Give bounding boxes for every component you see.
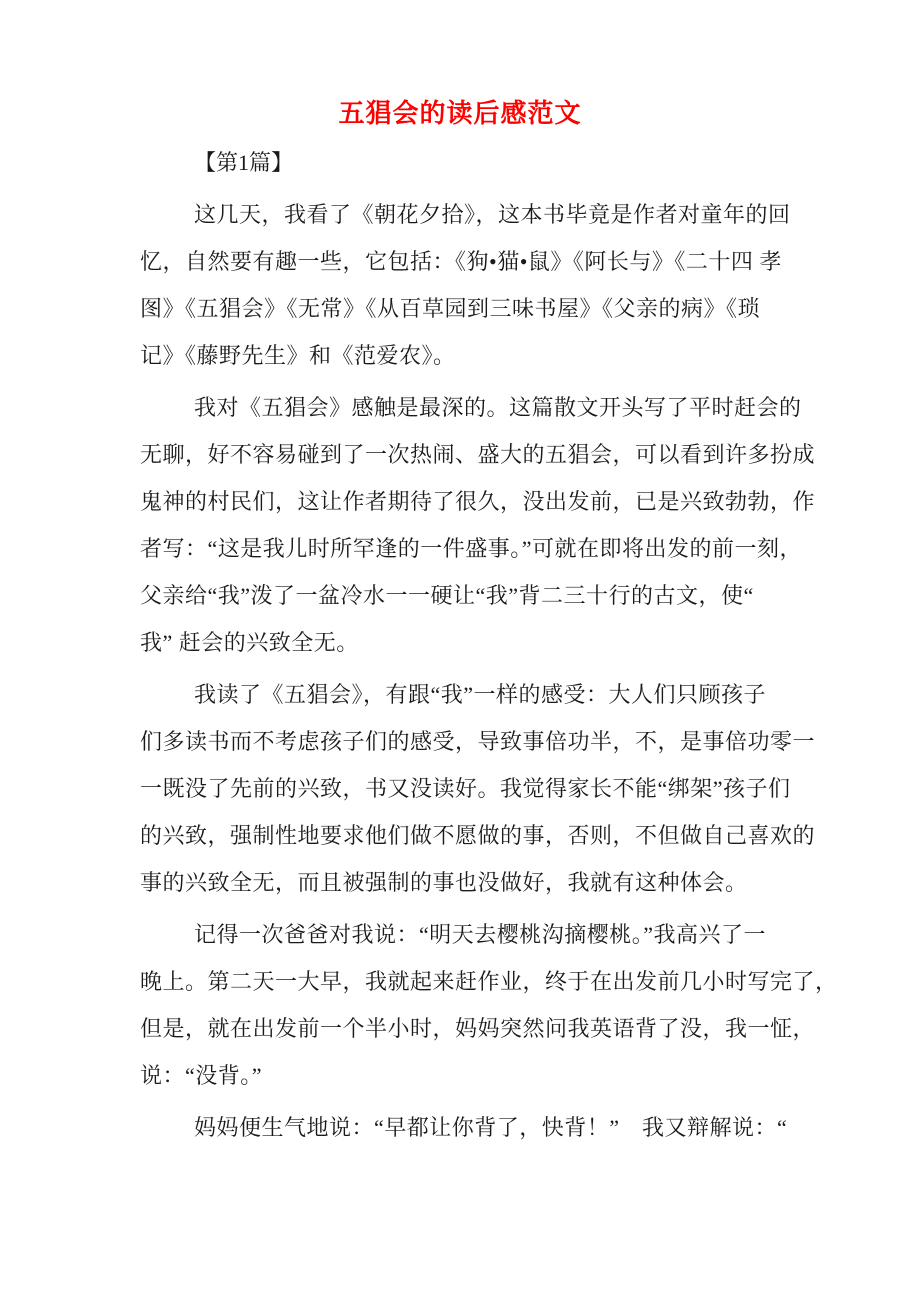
text-line: 说：“没背。” [140, 1063, 263, 1088]
text-line: 鬼神的村民们，这让作者期待了很久，没出发前，已是兴致勃勃，作 [140, 489, 816, 514]
text-line: 但是，就在出发前一个半小时，妈妈突然问我英语背了没，我一怔， [140, 1016, 816, 1041]
paragraph-5 [0, 1104, 920, 1151]
text-line: 晚上。第二天一大早，我就起来赶作业，终于在出发前几小时写完了， [140, 969, 838, 994]
text-line: 我对《五猖会》感触是最深的。这篇散文开头写了平时赶会的 [194, 395, 802, 420]
paragraph-4 [0, 911, 920, 1099]
text-line: 这几天，我看了《朝花夕拾》，这本书毕竟是作者对童年的回 [194, 202, 791, 227]
text-line: 一既没了先前的兴致，书又没读好。我觉得家长不能“绑架”孩子们 [140, 776, 791, 801]
text-line: 忆，自然要有趣一些，它包括：《狗•猫•鼠》《阿长与》《二十四 孝 [140, 249, 782, 274]
text-line: 我读了《五猖会》，有跟“我”一样的感受：大人们只顾孩子 [194, 682, 767, 707]
text-line: 无聊，好不容易碰到了一次热闹、盛大的五猖会，可以看到许多扮成 [140, 442, 816, 467]
document-title: 五猖会的读后感范文 [338, 99, 582, 128]
text-line: 记》《藤野先生》和《范爱农》。 [140, 343, 456, 368]
section-label: 【第1篇】 [194, 150, 294, 175]
text-line: 们多读书而不考虑孩子们的感受，导致事倍功半，不，是事倍功零一 [140, 729, 816, 754]
text-line: 者写：“这是我儿时所罕逢的一件盛事。”可就在即将出发的前一刻， [140, 536, 803, 561]
text-line: 记得一次爸爸对我说：“明天去樱桃沟摘樱桃。”我高兴了一 [194, 922, 767, 947]
text-line: 图》《五猖会》《无常》《从百草园到三味书屋》《父亲的病》《琐 [140, 296, 761, 321]
paragraph-3 [0, 671, 920, 906]
paragraph-1 [0, 191, 920, 379]
text-line: 父亲给“我”泼了一盆冷水一一硬让“我”背二三十行的古文，使“ [140, 583, 754, 608]
text-line: 我” 赶会的兴致全无。 [140, 630, 359, 655]
text-line: 事的兴致全无，而且被强制的事也没做好，我就有这种体会。 [140, 870, 748, 895]
paragraph-2 [0, 384, 920, 666]
text-line: 妈妈便生气地说：“早都让你背了，快背！” 我又辩解说：“ [194, 1115, 788, 1140]
text-line: 的兴致，强制性地要求他们做不愿做的事，否则，不但做自己喜欢的 [140, 823, 816, 848]
